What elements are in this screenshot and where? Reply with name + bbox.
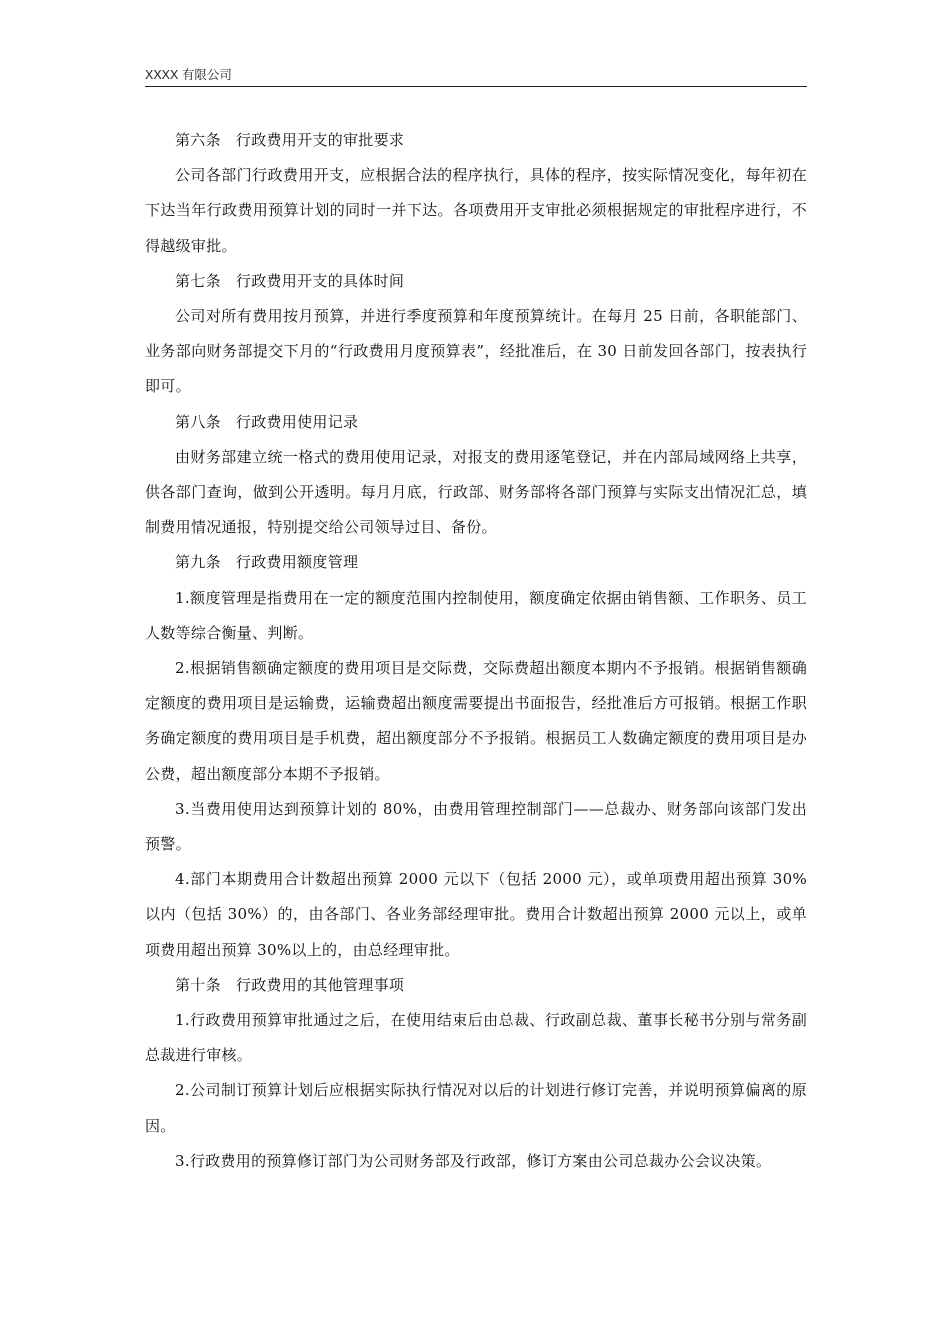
article-title: 行政费用额度管理 — [235, 553, 359, 572]
article-heading-9 — [145, 545, 807, 580]
article-heading-7 — [145, 264, 807, 299]
company-name: XXXX 有限公司 — [145, 68, 232, 82]
paragraph: 1.行政费用预算审批通过之后，在使用结束后由总裁、行政副总裁、董事长秘书分别与常务副总裁进行审核。 — [145, 1011, 807, 1065]
article-number: 第六条 — [175, 131, 221, 149]
article-title: 行政费用开支的审批要求 — [235, 131, 405, 149]
article-number: 第九条 — [175, 553, 221, 572]
article-title: 行政费用使用记录 — [235, 412, 359, 431]
paragraph: 4.部门本期费用合计数超出预算 2000 元以下（包括 2000 元），或单项费用超出预算 30%以内（包括 30%）的，由各部门、各业务部经理审批。费用合计数超出预算 2000 元以上，或单项费用超出预算 30%以上的，由总经理审批。 — [145, 870, 807, 959]
paragraph: 公司各部门行政费用开支，应根据合法的程序执行，具体的程序，按实际情况变化，每年初在下达当年行政费用预算计划的同时一并下达。各项费用开支审批必须根据规定的审批程序进行，不得越级审批。 — [145, 166, 807, 255]
article-title: 行政费用的其他管理事项 — [235, 975, 405, 994]
article-heading-10 — [145, 968, 807, 1003]
article-title: 行政费用开支的具体时间 — [235, 271, 405, 290]
page-header — [145, 64, 807, 87]
paragraph: 公司对所有费用按月预算，并进行季度预算和年度预算统计。在每月 25 日前，各职能部门、业务部向财务部提交下月的“行政费用月度预算表”，经批准后，在 30 日前发回各部门，按表执行即可。 — [145, 307, 807, 396]
paragraph: 1.额度管理是指费用在一定的额度范围内控制使用，额度确定依据由销售额、工作职务、员工人数等综合衡量、判断。 — [145, 588, 807, 642]
paragraph: 3.行政费用的预算修订部门为公司财务部及行政部，修订方案由公司总裁办公会议决策。 — [175, 1151, 772, 1170]
article-heading-8 — [145, 405, 807, 440]
article-number: 第十条 — [175, 975, 221, 994]
document-body — [145, 123, 807, 1179]
paragraph: 2.根据销售额确定额度的费用项目是交际费，交际费超出额度本期内不予报销。根据销售额确定额度的费用项目是运输费，运输费超出额度需要提出书面报告，经批准后方可报销。根据工作职务确定额度的费用项目是手机费，超出额度部分不予报销。根据员工人数确定额度的费用项目是办公费，超出额度部分本期不予报销。 — [145, 659, 807, 783]
paragraph: 由财务部建立统一格式的费用使用记录，对报支的费用逐笔登记，并在内部局域网络上共享，供各部门查询，做到公开透明。每月月底，行政部、财务部将各部门预算与实际支出情况汇总，填制费用情况通报，特别提交给公司领导过目、备份。 — [145, 447, 807, 537]
article-heading-6 — [145, 123, 807, 158]
paragraph: 2.公司制订预算计划后应根据实际执行情况对以后的计划进行修订完善，并说明预算偏离的原因。 — [145, 1081, 807, 1135]
paragraph: 3.当费用使用达到预算计划的 80%，由费用管理控制部门——总裁办、财务部向该部门发出预警。 — [145, 799, 807, 854]
article-number: 第八条 — [175, 412, 221, 431]
article-number: 第七条 — [175, 271, 221, 290]
